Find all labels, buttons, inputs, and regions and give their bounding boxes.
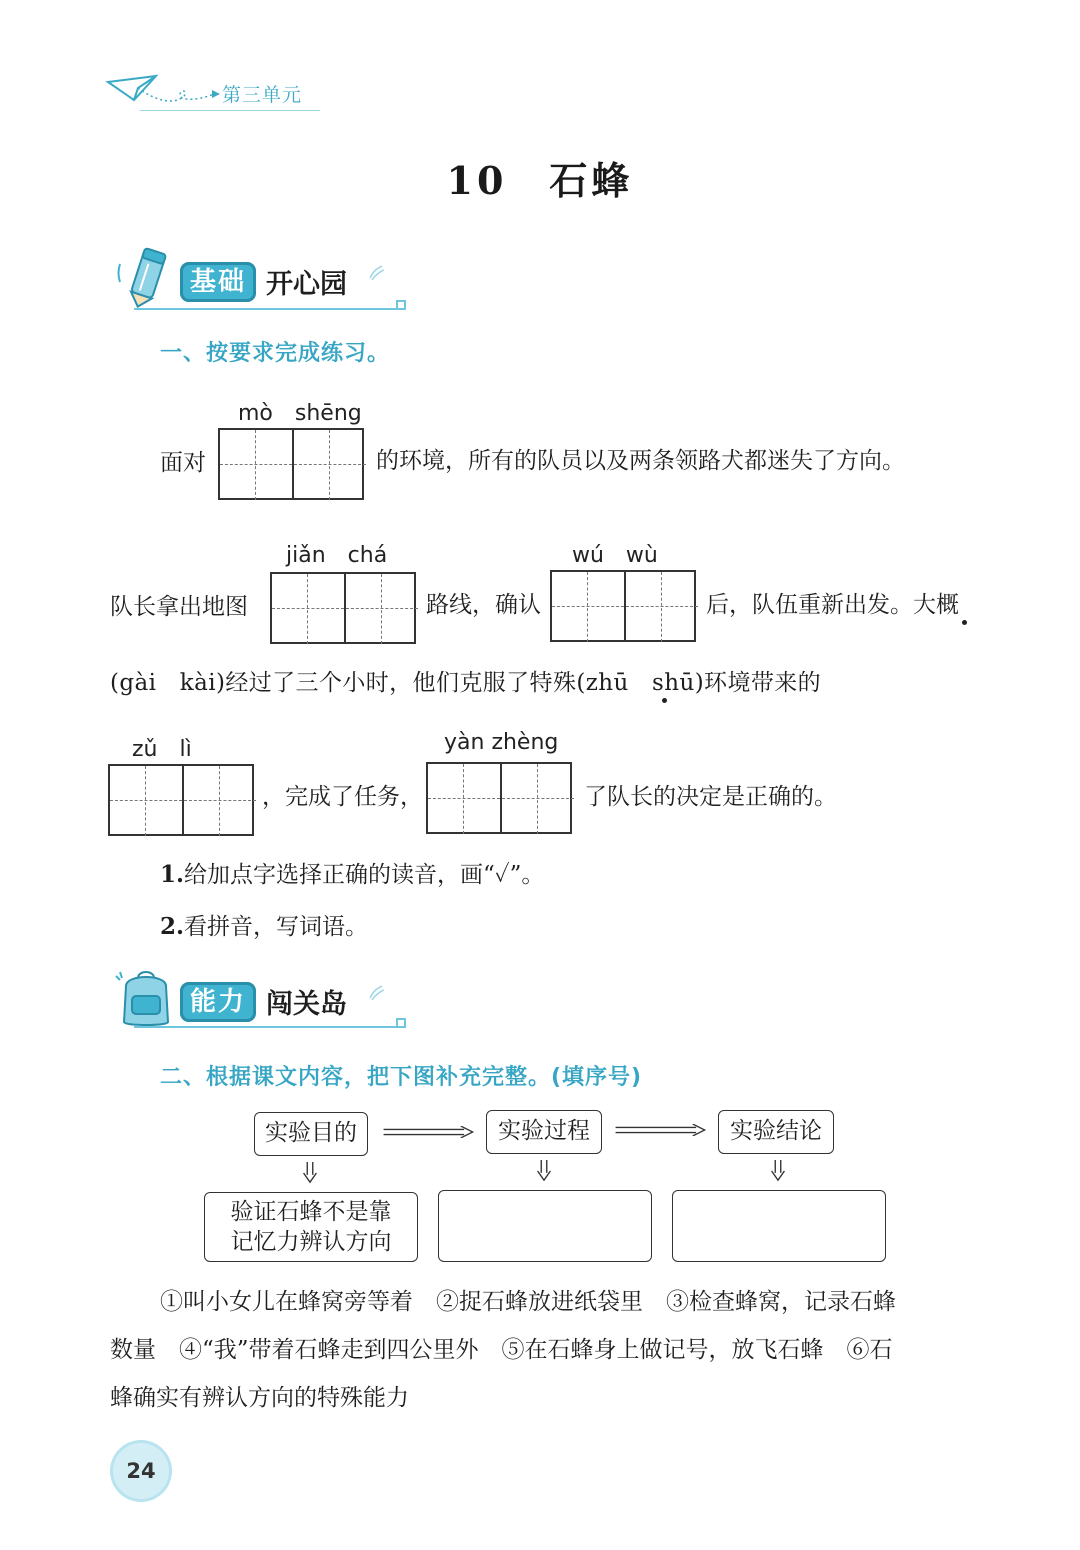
flow-answer-conclusion[interactable] — [672, 1190, 886, 1262]
writing-grid-yanzheng[interactable] — [426, 762, 572, 834]
flow-arrow-down-1 — [302, 1162, 318, 1184]
options-line-3: 蜂确实有辨认方向的特殊能力 — [110, 1385, 409, 1411]
section1-rule-end — [396, 300, 406, 310]
question-1-number: 1. — [160, 861, 185, 888]
row3-text: (gài kài)经过了三个小时，他们克服了特殊(zhū shū)环境带来的 — [110, 670, 822, 696]
header-rule — [140, 110, 320, 111]
flow-step-purpose: 实验目的 — [254, 1112, 368, 1156]
section1-badge: 基础 — [180, 262, 256, 302]
question-2-number: 2. — [160, 913, 185, 940]
page-number: 24 — [113, 1443, 169, 1499]
flow-answer-process[interactable] — [438, 1190, 652, 1262]
pinyin-zu-li: zǔ lì — [132, 737, 192, 762]
row4-mid: ，完成了任务， — [262, 784, 423, 810]
sparkle-icon — [366, 982, 386, 1002]
flow-arrow-right-1 — [376, 1126, 482, 1138]
flow-arrow-right-2 — [608, 1124, 714, 1136]
options-line-1: ①叫小女儿在蜂窝旁等着 ②捉石蜂放进纸袋里 ③检查蜂窝，记录石蜂 — [160, 1289, 896, 1315]
backpack-icon — [110, 966, 182, 1030]
section2-badge: 能力 — [180, 982, 256, 1022]
question-1-text: 给加点字选择正确的读音，画“✓”。 — [184, 862, 545, 888]
section1-name: 开心园 — [266, 269, 347, 300]
writing-grid-jiancha[interactable] — [270, 572, 416, 644]
writing-grid-zuli[interactable] — [108, 764, 254, 836]
pinyin-jian-cha: jiǎn chá — [286, 543, 388, 568]
flow-step-conclusion: 实验结论 — [718, 1110, 834, 1154]
flow-step-process: 实验过程 — [486, 1110, 602, 1154]
sparkle-icon — [366, 262, 386, 282]
pencil-icon — [116, 246, 178, 310]
flow-answer-purpose — [204, 1192, 418, 1262]
writing-grid-mosheng[interactable] — [218, 428, 364, 500]
options-line-2: 数量 ④“我”带着石蜂走到四公里外 ⑤在石蜂身上做记号，放飞石蜂 ⑥石 — [110, 1337, 893, 1363]
question-2 — [160, 912, 368, 942]
pinyin-mo-sheng: mò shēng — [238, 401, 362, 426]
emphasis-dot-shu — [662, 698, 667, 703]
section2-name: 闯关岛 — [266, 989, 347, 1020]
flow-answer-purpose-line2: 记忆力辨认方向 — [230, 1229, 392, 1255]
flow-answer-purpose-line1: 验证石蜂不是靠 — [230, 1199, 392, 1225]
row4-post: 了队长的决定是正确的。 — [584, 784, 837, 810]
question-2-text: 看拼音，写词语。 — [184, 914, 369, 940]
writing-grid-wuwu[interactable] — [550, 570, 696, 642]
section2-rule — [134, 1026, 396, 1028]
lesson-title: 10 石蜂 — [446, 158, 634, 203]
paper-plane-icon — [104, 70, 224, 114]
section2-rule-end — [396, 1018, 406, 1028]
flow-arrow-down-2 — [536, 1160, 552, 1182]
row1-pre: 面对 — [160, 450, 206, 476]
pinyin-wu-wu: wú wù — [572, 543, 658, 568]
row1-post: 的环境，所有的队员以及两条领路犬都迷失了方向。 — [376, 448, 905, 474]
section1-rule — [134, 308, 396, 310]
section1-instruction: 一、按要求完成练习。 — [160, 341, 391, 366]
pinyin-yan-zheng: yàn zhèng — [444, 730, 559, 755]
section2-instruction: 二、根据课文内容，把下图补充完整。(填序号) — [160, 1065, 643, 1090]
row2-pre: 队长拿出地图 — [110, 594, 248, 620]
row2-post: 后，队伍重新出发。大概 — [706, 592, 959, 618]
unit-label: 第三单元 — [222, 84, 303, 106]
flow-arrow-down-3 — [770, 1160, 786, 1182]
row2-mid: 路线，确认 — [426, 592, 541, 618]
question-1 — [160, 860, 544, 890]
emphasis-dot-gai — [962, 620, 967, 625]
